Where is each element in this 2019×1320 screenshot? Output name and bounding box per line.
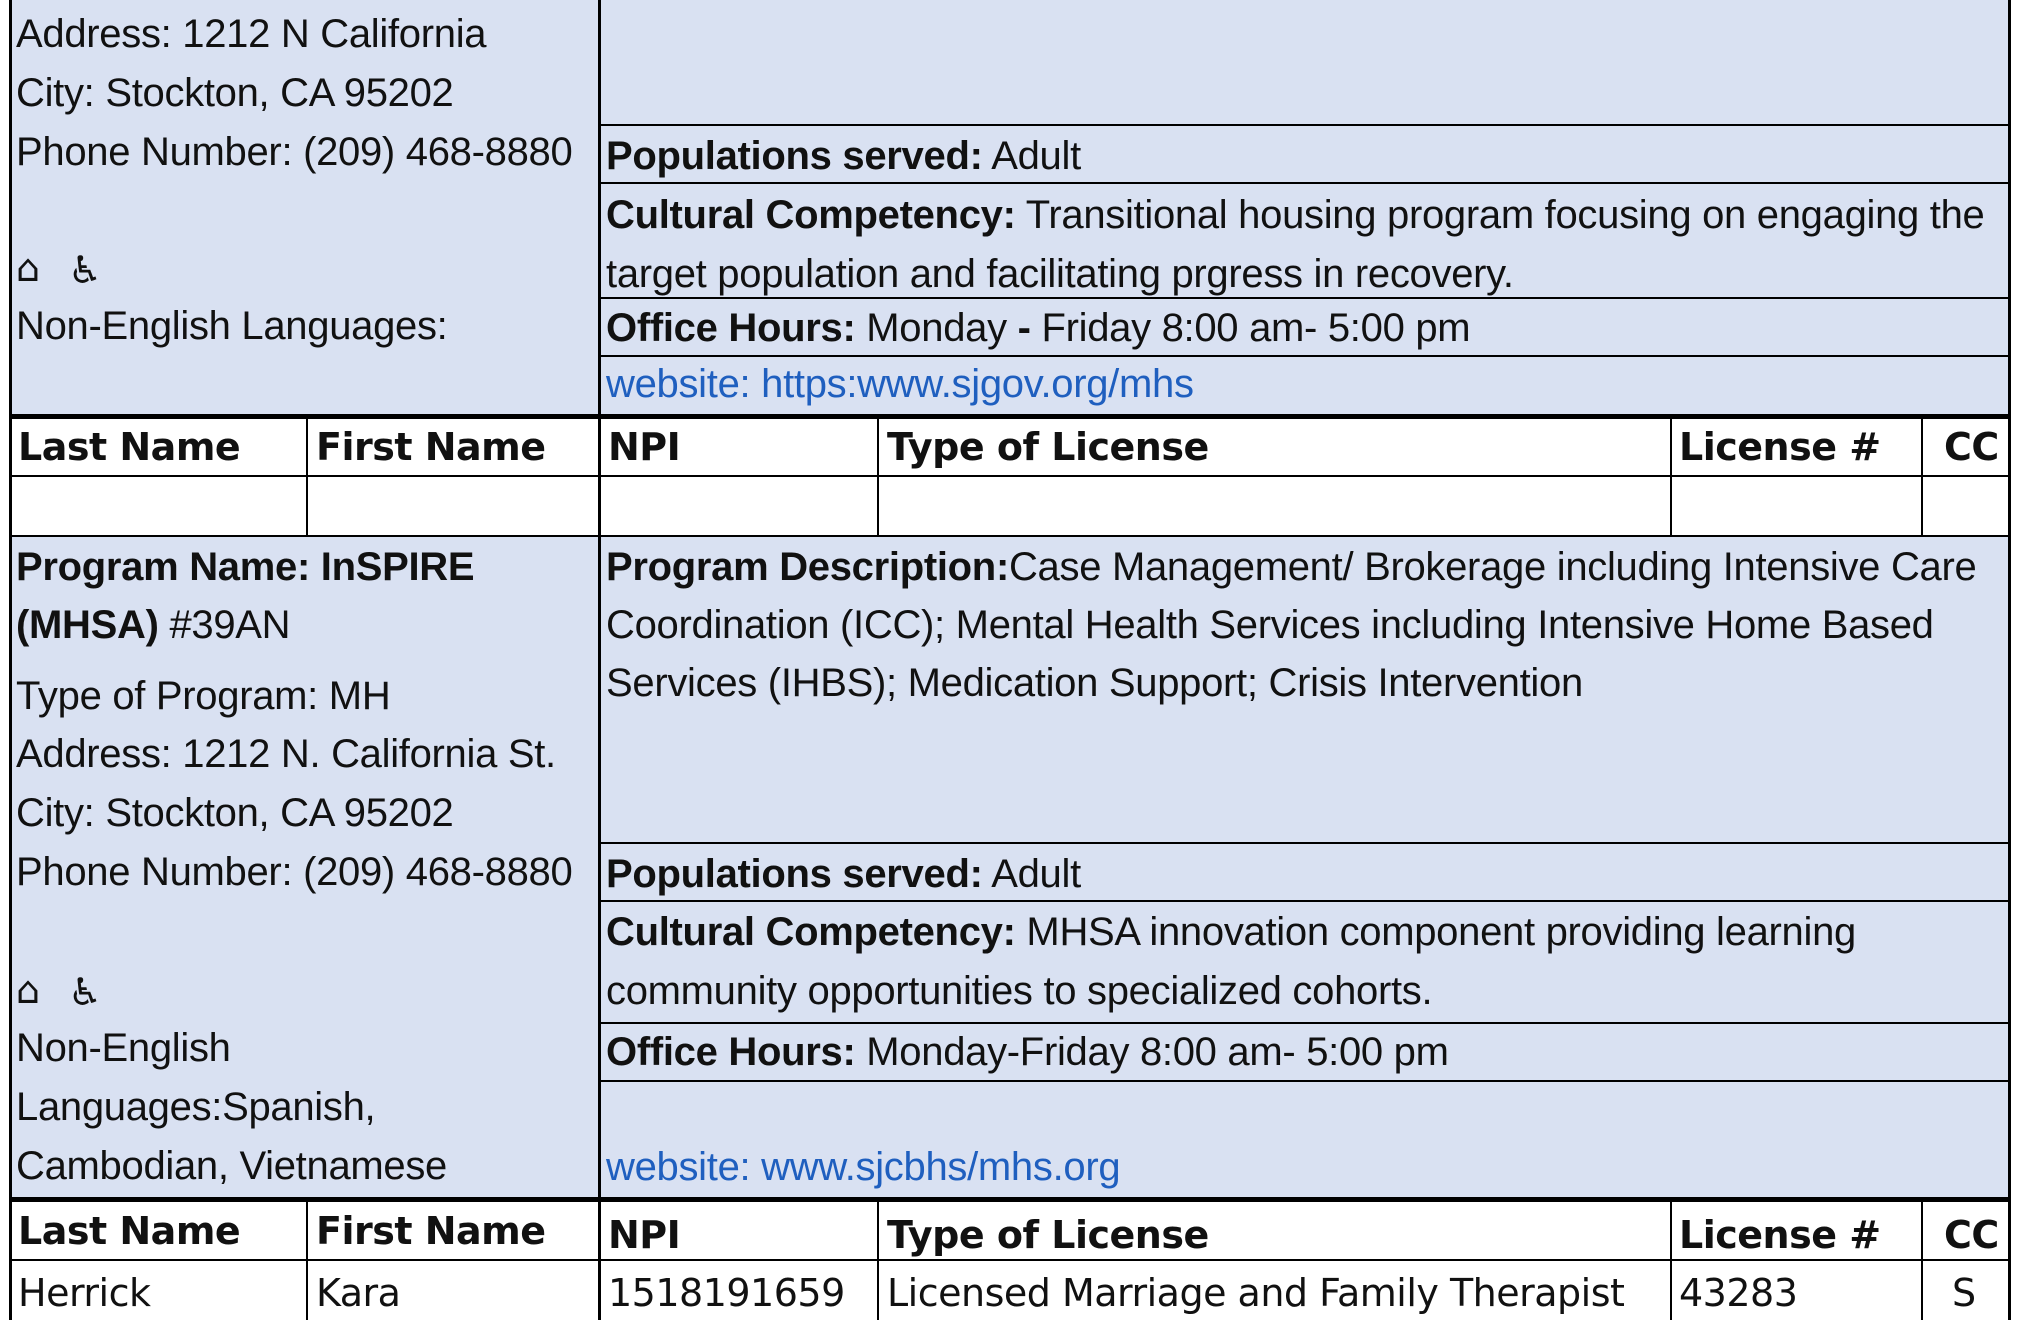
top-program-left — [9, 0, 599, 417]
top-hours-label: Office Hours: — [606, 306, 856, 350]
header-first-name: First Name — [316, 1209, 546, 1253]
divider — [599, 842, 2010, 844]
divider — [2008, 1199, 2011, 1320]
top-website-link[interactable]: website: https:www.sjgov.org/mhs — [606, 362, 1194, 406]
top-phone: Phone Number: (209) 468-8880 — [16, 130, 573, 174]
home-icon: ⌂ — [16, 968, 41, 1012]
divider — [599, 182, 2010, 184]
staff-cc: S — [1952, 1271, 1976, 1315]
divider — [9, 0, 12, 417]
top-hours — [606, 306, 1470, 351]
top-hours-dash: - — [1017, 306, 1031, 350]
inspire-desc-line3: Services (IHBS); Medication Support; Crisis Intervention — [606, 661, 1583, 705]
top-cultural-value: Transitional housing program focusing on engaging the — [1015, 193, 1985, 237]
divider — [9, 1199, 12, 1320]
divider — [1921, 1199, 1923, 1320]
divider — [599, 297, 2010, 299]
wheelchair-icon: ♿ — [68, 248, 103, 292]
divider — [2008, 417, 2011, 537]
top-cultural-line2: target population and facilitating prgress in recovery. — [606, 252, 1514, 296]
divider — [877, 417, 879, 537]
header-npi: NPI — [608, 1213, 681, 1257]
inspire-populations — [606, 852, 1081, 897]
divider — [1670, 417, 1672, 537]
inspire-languages-line2: Languages:Spanish, — [16, 1085, 376, 1129]
header-license-no: License # — [1679, 1213, 1881, 1257]
divider — [598, 417, 601, 537]
inspire-desc-line2: Coordination (ICC); Mental Health Services including Intensive Home Based — [606, 603, 1934, 647]
inspire-phone: Phone Number: (209) 468-8880 — [16, 850, 573, 894]
divider — [306, 1199, 308, 1320]
inspire-hours-label: Office Hours: — [606, 1030, 856, 1074]
inspire-cultural-line2: community opportunities to specialized cohorts. — [606, 969, 1433, 1013]
top-languages: Non-English Languages: — [16, 304, 448, 348]
inspire-program-name — [16, 545, 474, 590]
header-type-of-license: Type of License — [887, 1213, 1209, 1257]
divider — [599, 355, 2010, 357]
inspire-address: Address: 1212 N. California St. — [16, 732, 556, 776]
divider — [9, 1197, 2011, 1202]
inspire-populations-label: Populations served: — [606, 852, 983, 896]
inspire-desc-line1 — [606, 545, 1976, 590]
divider — [599, 1080, 2010, 1082]
wheelchair-icon: ♿ — [68, 970, 103, 1014]
divider — [598, 537, 601, 1199]
inspire-populations-value: Adult — [982, 852, 1081, 896]
inspire-name-label2: (MHSA) — [16, 603, 159, 647]
divider — [2008, 537, 2011, 1199]
inspire-name-code: #39AN — [158, 603, 291, 647]
divider — [599, 1022, 2010, 1024]
divider — [877, 1199, 879, 1320]
inspire-languages-line3: Cambodian, Vietnamese — [16, 1144, 448, 1188]
divider — [9, 1259, 2011, 1261]
header-last-name: Last Name — [18, 1209, 241, 1253]
inspire-cultural-value: MHSA innovation component providing learning — [1015, 910, 1856, 954]
home-icon: ⌂ — [16, 246, 41, 290]
divider — [1670, 1199, 1672, 1320]
inspire-website-link[interactable]: website: www.sjcbhs/mhs.org — [606, 1145, 1121, 1189]
inspire-hours-value: Monday-Friday 8:00 am- 5:00 pm — [855, 1030, 1449, 1074]
top-hours-value-b: Friday 8:00 am- 5:00 pm — [1030, 306, 1471, 350]
divider — [9, 417, 12, 537]
top-address: Address: 1212 N California — [16, 12, 487, 56]
staff-npi: 1518191659 — [608, 1271, 845, 1315]
divider — [9, 537, 12, 1199]
staff-license-type: Licensed Marriage and Family Therapist — [887, 1271, 1625, 1315]
header-npi: NPI — [608, 425, 681, 469]
top-city: City: Stockton, CA 95202 — [16, 71, 454, 115]
header-cc: CC — [1944, 1213, 1999, 1257]
top-populations-label: Populations served: — [606, 134, 983, 178]
divider — [599, 900, 2010, 902]
staff-last-name: Herrick — [18, 1271, 151, 1315]
staff-first-name: Kara — [316, 1271, 401, 1315]
inspire-program-name-line2 — [16, 603, 290, 648]
header-type-of-license: Type of License — [887, 425, 1209, 469]
inspire-type: Type of Program: MH — [16, 674, 391, 718]
inspire-name-label: Program Name: InSPIRE — [16, 545, 475, 589]
top-populations-value: Adult — [982, 134, 1081, 178]
top-populations — [606, 134, 1081, 179]
top-cultural-line1 — [606, 193, 1985, 238]
inspire-cultural-label: Cultural Competency: — [606, 910, 1016, 954]
inspire-hours — [606, 1030, 1449, 1075]
top-cultural-label: Cultural Competency: — [606, 193, 1016, 237]
header-license-no: License # — [1679, 425, 1881, 469]
divider — [306, 417, 308, 537]
header-last-name: Last Name — [18, 425, 241, 469]
divider — [9, 475, 2011, 477]
inspire-desc-label: Program Description: — [606, 545, 1009, 589]
inspire-cultural-line1 — [606, 910, 1856, 955]
top-hours-value-a: Monday — [855, 306, 1018, 350]
divider — [1921, 417, 1923, 537]
inspire-desc-text1: Case Management/ Brokerage including Intensive Care — [1008, 545, 1977, 589]
header-first-name: First Name — [316, 425, 546, 469]
inspire-city: City: Stockton, CA 95202 — [16, 791, 454, 835]
inspire-languages-line1: Non-English — [16, 1026, 231, 1070]
staff-license-no: 43283 — [1679, 1271, 1798, 1315]
header-cc: CC — [1944, 425, 1999, 469]
divider — [599, 124, 2010, 126]
divider — [598, 1199, 601, 1320]
divider — [9, 414, 2011, 419]
